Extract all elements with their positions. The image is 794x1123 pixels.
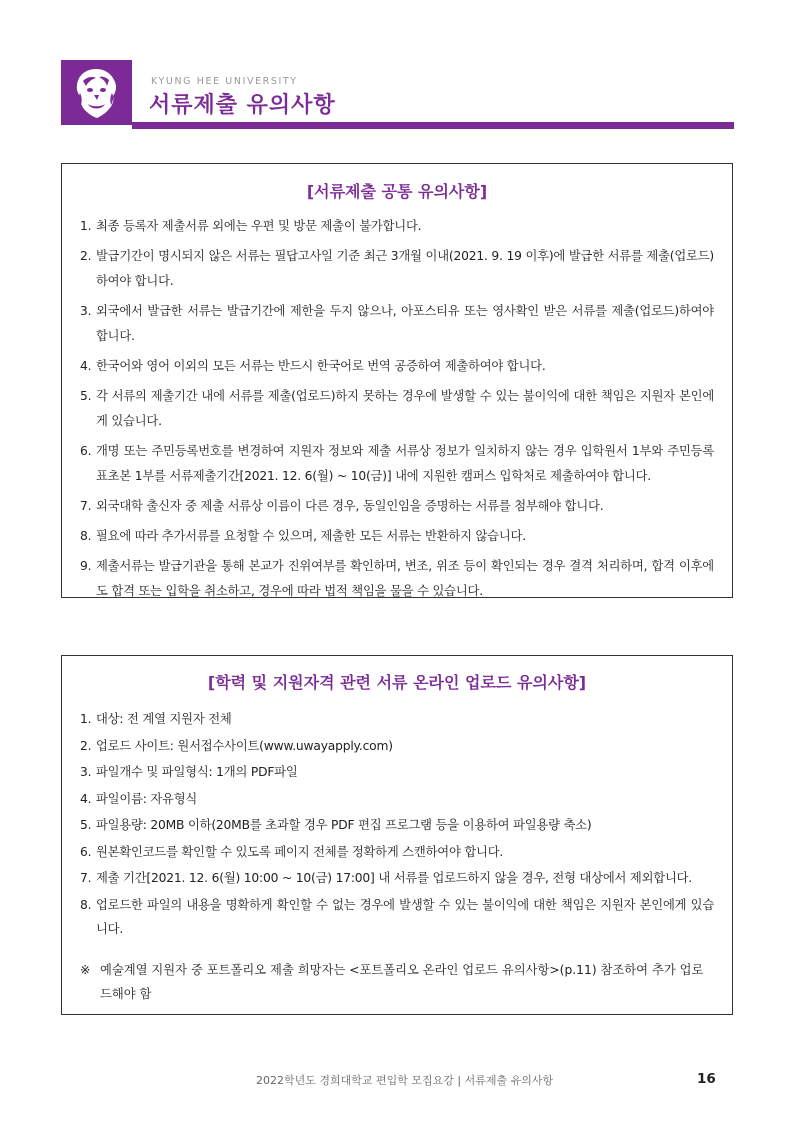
university-name: KYUNG HEE UNIVERSITY [151, 76, 298, 87]
reference-mark: ※ [80, 962, 91, 977]
footer-text: 2022학년도 경희대학교 편입학 모집요강 | 서류제출 유의사항 [256, 1074, 554, 1087]
page-title: 서류제출 유의사항 [149, 93, 336, 118]
list-item: 6. 원본확인코드를 확인할 수 있도록 페이지 전체를 정확하게 스캔하여야 합니다. [80, 844, 504, 859]
list-item: 1. 대상: 전 계열 지원자 전체 [80, 712, 232, 726]
list-item: 6. 개명 또는 주민등록번호를 변경하여 지원자 정보와 제출 서류상 정보가 일치하지 않는 경우 입학원서 1부와 주민등록표초본 1부를 서류제출기간[2021. 12. 6(월) ~ 10(금)] 내에 지원한 캠퍼스 입학처로 제출하여야 합니다. [80, 444, 714, 483]
note-text: 예술계열 지원자 중 포트폴리오 제출 희망자는 <포트폴리오 온라인 업로드 유의사항>(p.11) 참조하여 추가 업로드해야 함 [100, 962, 704, 1001]
list-item: 2. 발급기간이 명시되지 않은 서류는 필답고사일 기준 최근 3개월 이내(2021. 9. 19 이후)에 발급한 서류를 제출(업로드)하여야 합니다. [80, 249, 714, 288]
list-item: 4. 파일이름: 자유형식 [80, 791, 198, 806]
list-item: 8. 필요에 따라 추가서류를 요청할 수 있으며, 제출한 모든 서류는 반환하지 않습니다. [80, 529, 526, 543]
list-item: 1. 최종 등록자 제출서류 외에는 우편 및 방문 제출이 불가합니다. [80, 219, 422, 233]
upload-notes-list [80, 707, 714, 942]
logo-emblem [61, 60, 132, 125]
header-divider [132, 122, 734, 129]
common-notes-list [80, 214, 714, 604]
list-item: 7. 제출 기간[2021. 12. 6(월) 10:00 ~ 10(금) 17:00] 내 서류를 업로드하지 않을 경우, 전형 대상에서 제외합니다. [80, 871, 693, 885]
section-title: [학력 및 지원자격 관련 서류 온라인 업로드 유의사항] [207, 673, 587, 692]
list-item: 5. 파일용량: 20MB 이하(20MB를 초과할 경우 PDF 편집 프로그램 등을 이용하여 파일용량 축소) [80, 818, 592, 832]
upload-notes-box [61, 655, 733, 1015]
section-title: [서류제출 공통 유의사항] [306, 182, 488, 201]
list-item: 7. 외국대학 출신자 중 제출 서류상 이름이 다른 경우, 동일인임을 증명하는 서류를 첨부해야 합니다. [80, 499, 604, 513]
page-number: 16 [697, 1071, 716, 1087]
list-item: 8. 업로드한 파일의 내용을 명확하게 확인할 수 없는 경우에 발생할 수 있는 불이익에 대한 책임은 지원자 본인에게 있습니다. [80, 897, 714, 936]
list-item: 3. 외국에서 발급한 서류는 발급기간에 제한을 두지 않으나, 아포스티유 또는 영사확인 받은 서류를 제출(업로드)하여야 합니다. [80, 304, 714, 343]
lion-emblem-icon [61, 60, 132, 125]
list-item: 2. 업로드 사이트: 원서접수사이트(www.uwayapply.com) [80, 738, 393, 753]
list-item: 9. 제출서류는 발급기관을 통해 본교가 진위여부를 확인하며, 변조, 위조 등이 확인되는 경우 결격 처리하며, 합격 이후에도 합격 또는 입학을 취소하고, 경우에 따라 법적 책임을 물을 수 있습니다. [80, 559, 714, 598]
portfolio-note [80, 958, 714, 1006]
list-item: 4. 한국어와 영어 이외의 모든 서류는 반드시 한국어로 번역 공증하여 제출하여야 합니다. [80, 359, 546, 373]
common-notes-box [61, 163, 733, 598]
list-item: 3. 파일개수 및 파일형식: 1개의 PDF파일 [80, 765, 298, 779]
list-item: 5. 각 서류의 제출기간 내에 서류를 제출(업로드)하지 못하는 경우에 발생할 수 있는 불이익에 대한 책임은 지원자 본인에게 있습니다. [80, 389, 714, 428]
